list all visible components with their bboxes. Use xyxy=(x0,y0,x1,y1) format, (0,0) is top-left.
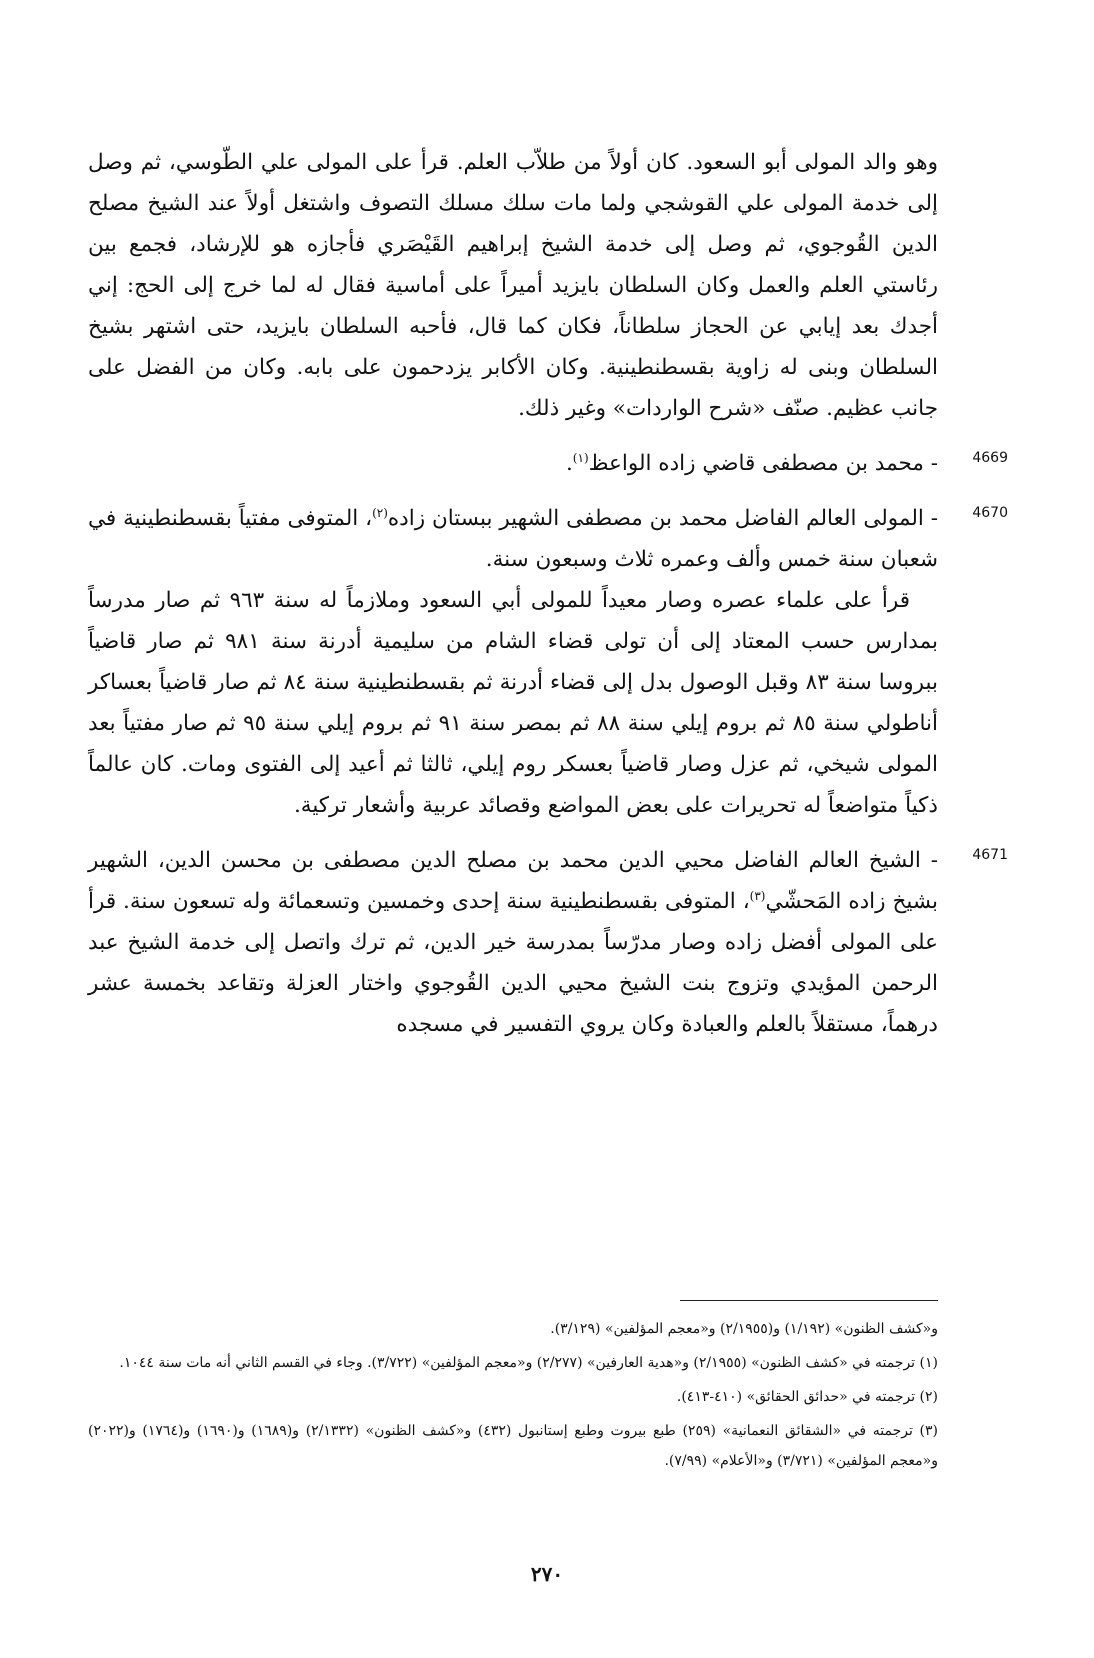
footnote-1: (١) ترجمته في «كشف الظنون» (٢/١٩٥٥) و«هدية العارفين» (٢/٢٧٧) و«معجم المؤلفين» (٣/٧٢٢). وجاء في القسم الثاني أنه مات سنة ١٠٤٤. xyxy=(119,1355,938,1371)
page-number: ٢٧٠ xyxy=(530,1562,564,1586)
entry-heading: - محمد بن مصطفى قاضي زاده الواعظ xyxy=(588,451,938,476)
footnotes xyxy=(88,1314,938,1480)
entry-4669 xyxy=(88,443,1008,484)
footnote-ref[interactable]: (١) xyxy=(572,450,589,465)
footnote-divider xyxy=(680,1300,938,1301)
entry-heading: - الشيخ العالم الفاضل محيي الدين محمد بن مصلح الدين مصطفى بن محسن الدين، الشهير بشيخ زاده المَحشّي xyxy=(88,848,938,914)
footnote-continuation: و«كشف الظنون» (١/١٩٢) و(٢/١٩٥٥) و«معجم المؤلفين» (٣/١٢٩). xyxy=(550,1321,938,1337)
intro-paragraph: وهو والد المولى أبو السعود. كان أولاً من طلاّب العلم. قرأ على المولى علي الطّوسي، ثم وصل إلى خدمة المولى علي القوشجي ولما مات سلك مسلك التصوف واشتغل أولاً عند الشيخ مصلح الدين القُوجوي، ثم وصل إلى خدمة الشيخ إبراهيم القَيْصَري فأجازه هو للإرشاد، فجمع بين رئاستي العلم والعمل وكان السلطان بايزيد أميراً على أماسية فقال له لما خرج إلى الحج: إني أجدك بعد إيابي عن الحجاز سلطاناً، فكان كما قال، فأحبه السلطان بايزيد، حتى اشتهر بشيخ السلطان وبنى له زاوية بقسطنطينية. وكان الأكابر يزدحمون على بابه. وكان من الفضل على جانب عظيم. صنّف «شرح الواردات» وغير ذلك. xyxy=(88,150,938,421)
entry-4670-body: قرأ على علماء عصره وصار معيداً للمولى أبي السعود وملازماً له سنة ٩٦٣ ثم صار مدرساً بمدارس حسب المعتاد إلى أن تولى قضاء الشام من سليمية أدرنة سنة ٩٨١ ثم صار قاضياً ببروسا سنة ٨٣ وقبل الوصول بدل إلى قضاء أدرنة ثم بقسطنطينية سنة ٨٤ ثم صار قاضياً بعساكر أناطولي سنة ٨٥ ثم بروم إيلي سنة ٨٨ ثم بمصر سنة ٩١ ثم بروم إيلي سنة ٩٥ ثم صار مفتياً بعد المولى شيخي، ثم عزل وصار قاضياً بعسكر روم إيلي، ثالثا ثم أعيد إلى الفتوى ومات. كان عالماً ذكياً متواضعاً له تحريرات على بعض المواضع وقصائد عربية وأشعار تركية. xyxy=(88,588,938,818)
entry-heading: - المولى العالم الفاضل محمد بن مصطفى الشهير ببستان زاده xyxy=(387,506,939,531)
footnote-2: (٢) ترجمته في «حدائق الحقائق» (٤١٠-٤١٣). xyxy=(676,1389,938,1405)
footnote-ref[interactable]: (٣) xyxy=(749,888,766,903)
entry-number: 4669 xyxy=(972,450,1008,466)
entry-tail: ، المتوفى بقسطنطينية سنة إحدى وخمسين وتسعمائة وله تسعون سنة. قرأ على المولى أفضل زاده وصار مدرّساً بمدرسة خير الدين، ثم ترك واتصل إلى خدمة الشيخ عبد الرحمن المؤيدي وتزوج بنت الشيخ محيي الدين القُوجوي واختار العزلة وتقاعد بخمسة عشر درهماً، مستقلاً بالعلم والعبادة وكان يروي التفسير في مسجده xyxy=(88,889,938,1037)
entry-tail: ، المتوفى مفتياً بقسطنطينية في شعبان سنة خمس وألف وعمره ثلاث وسبعون سنة. xyxy=(88,506,938,572)
entry-number: 4670 xyxy=(972,505,1008,521)
entry-4670 xyxy=(88,498,1008,580)
entry-number: 4671 xyxy=(972,847,1008,863)
entry-tail: . xyxy=(565,451,573,476)
entry-4671 xyxy=(88,840,1008,1045)
footnote-3: (٣) ترجمته في «الشقائق النعمانية» (٢٥٩) طبع بيروت وطبع إستانبول (٤٣٢) و«كشف الظنون» (٢/١٣٣٢) و(١٦٨٩) و(١٦٩٠) و(١٧٦٤) و(٢٠٢٢) و«معجم المؤلفين» (٣/٧٢١) و«الأعلام» (٧/٩٩). xyxy=(88,1423,938,1469)
footnote-ref[interactable]: (٢) xyxy=(372,505,388,520)
main-text xyxy=(88,142,1008,1045)
